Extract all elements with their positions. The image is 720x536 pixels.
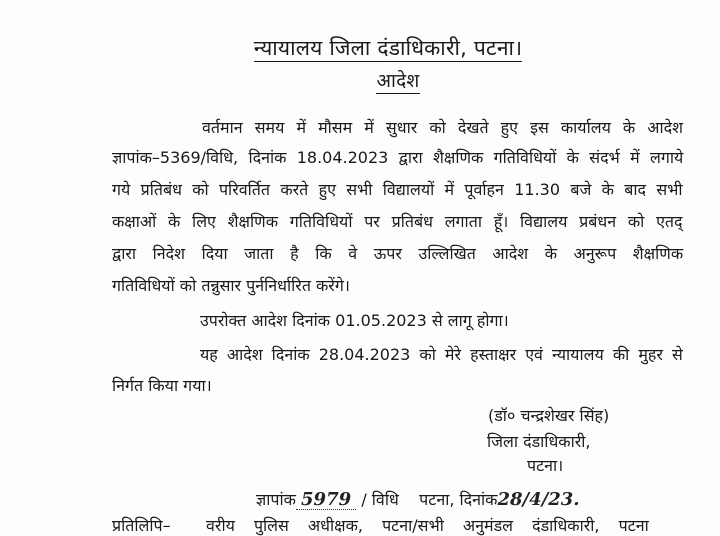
copy-label: प्रतिलिपि– (112, 516, 171, 535)
para3-line-2: निर्गत किया गया। (112, 376, 212, 395)
order-title (38, 67, 720, 93)
para1-line-4: कक्षाओं के लिए शैक्षणिक गतिविधियों पर प्रतिबंध लगाता हूँ। विद्यालय प्रबंधन को एतद् (112, 212, 683, 231)
para3-line-1: यह आदेश दिनांक 28.04.2023 को मेरे हस्ताक्षर एवं न्यायालय की मुहर से (200, 345, 683, 364)
memo-separator: / विधि (361, 490, 399, 509)
office-title-text: न्यायालय जिला दंडाधिकारी, पटना। (253, 36, 523, 60)
copy-text: वरीय पुलिस अधीक्षक, पटना/सभी अनुमंडल दंडाधिकारी, पटना (206, 516, 649, 535)
memo-line (256, 490, 580, 510)
signatory-name: (डॉ० चन्द्रशेखर सिंह) (488, 406, 610, 425)
para1-line-1: वर्तमान समय में मौसम में सुधार को देखते हुए इस कार्यालय के आदेश (202, 118, 684, 137)
memo-prefix: ज्ञापांक (256, 490, 296, 509)
office-title (28, 34, 720, 62)
memo-number-field (296, 490, 356, 510)
para1-line-2: ज्ञापांक–5369/विधि, दिनांक 18.04.2023 द्वारा शैक्षणिक गतिविधियों के संदर्भ में लगाये (112, 148, 684, 167)
memo-place-date-label: पटना, दिनांक (419, 490, 498, 509)
para1-line-6: गतिविधियों को तन्नुसार पुर्ननिर्धारित करेंगे। (112, 276, 350, 295)
order-title-text: आदेश (376, 70, 420, 92)
signatory-designation: जिला दंडाधिकारी, (487, 432, 591, 451)
memo-number: 5979 (301, 489, 352, 510)
para1-line-5: द्वारा निदेश दिया जाता है कि वे ऊपर उल्लिखित आदेश के अनुरूप शैक्षणिक (112, 244, 684, 263)
para1-line-3: गये प्रतिबंध को परिवर्तित करते हुए सभी विद्यालयों में पूर्वाहन 11.30 बजे के बाद सभी (112, 180, 683, 199)
para2-line: उपरोक्त आदेश दिनांक 01.05.2023 से लागू होगा। (200, 311, 509, 330)
signatory-place: पटना। (527, 456, 564, 475)
memo-date: 28/4/23. (497, 489, 580, 510)
